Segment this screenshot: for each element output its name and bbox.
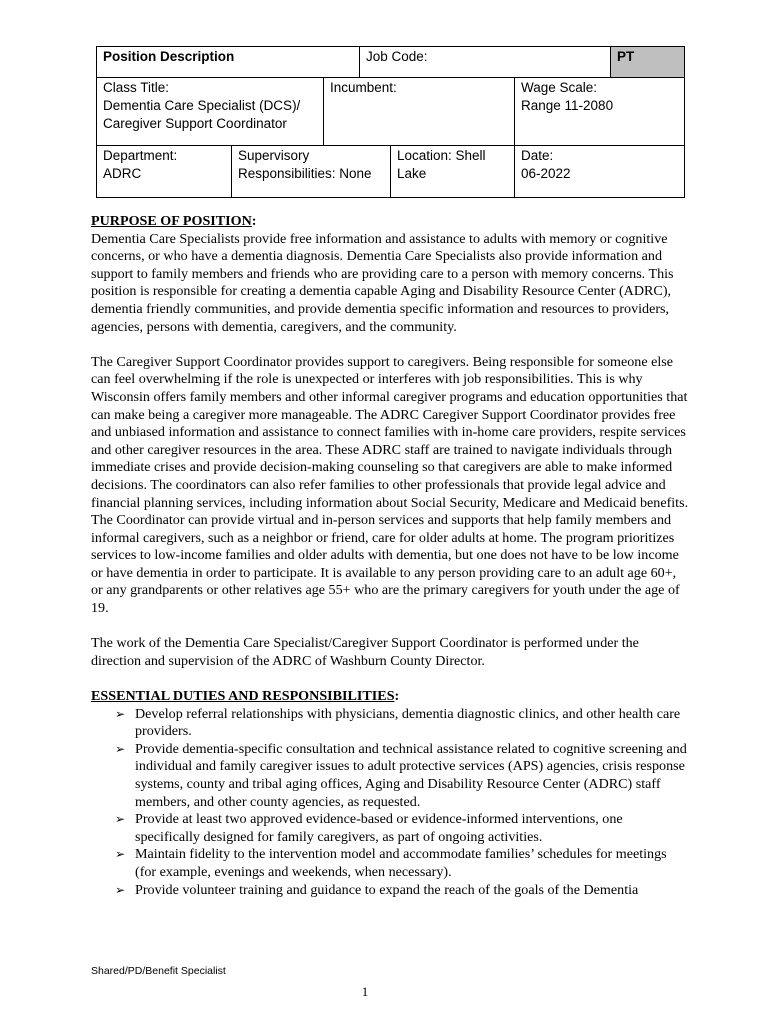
duty-text: Provide volunteer training and guidance to expand the reach of the goals of the Dementia <box>135 881 639 898</box>
date-cell <box>514 145 685 198</box>
location-line-2: Lake <box>397 166 427 181</box>
date-label: Date: <box>521 148 554 163</box>
department-value: ADRC <box>103 166 142 181</box>
class-title-label: Class Title: <box>103 80 170 95</box>
document-body <box>91 213 691 899</box>
purpose-heading-colon: : <box>251 213 257 229</box>
job-code-value: PT <box>610 46 685 77</box>
incumbent-label: Incumbent: <box>323 77 514 145</box>
job-code-label: Job Code: <box>359 46 610 77</box>
wage-scale-value: Range 11-2080 <box>521 98 614 113</box>
duties-heading-text: ESSENTIAL DUTIES AND RESPONSIBILITIES <box>91 688 395 705</box>
arrow-bullet-icon: ➢ <box>115 882 126 897</box>
purpose-heading <box>91 213 691 231</box>
arrow-bullet-icon: ➢ <box>115 706 126 721</box>
list-item <box>91 811 691 846</box>
page-number: 1 <box>361 984 369 999</box>
supervisory-line-2: Responsibilities: None <box>238 166 372 181</box>
position-description-label: Position Description <box>96 46 359 77</box>
duty-text: Provide at least two approved evidence-based or evidence-informed interventions, one specifically designed for family caregivers, as part of ongoing activities. <box>135 811 623 845</box>
duties-heading <box>91 688 691 706</box>
wage-scale-label: Wage Scale: <box>521 80 598 95</box>
duty-text: Maintain fidelity to the intervention model and accommodate families’ schedules for meetings (for example, evenings and weekends, when necessary). <box>135 846 667 880</box>
purpose-paragraph-3: The work of the Dementia Care Specialist/Caregiver Support Coordinator is performed under the direction and supervision of the ADRC of Washburn County Director. <box>91 635 639 669</box>
arrow-bullet-icon: ➢ <box>115 741 126 756</box>
department-cell <box>96 145 231 198</box>
duty-text: Develop referral relationships with physicians, dementia diagnostic clinics, and other health care providers. <box>135 705 681 740</box>
class-title-cell <box>96 77 323 145</box>
date-value: 06-2022 <box>521 166 571 181</box>
position-header-table <box>96 46 685 198</box>
purpose-paragraph-2: The Caregiver Support Coordinator provides support to caregivers. Being responsible for someone else can feel overwhelming if the role is unexpected or interferes with job responsibilities. This is why Wisconsin offers family members and other informal caregiver programs and education opportunities that can make being a caregiver more manageable. The ADRC Caregiver Support Coordinator provides free and unbiased information and assistance to connect families with in-home care providers, respite services and other caregiver resources in the area. These ADRC staff are trained to navigate individuals through immediate crises and provide decision-making counseling so that caregivers are able to make informed decisions. The coordinators can also refer families to other professionals that provide legal advice and financial planning services, including information about Social Security, Medicare and Medicaid benefits. The Coordinator can provide virtual and in-person services and supports that help family members and informal caregivers, such as a neighbor or friend, care for older adults at home. The program prioritizes services to low-income families and older adults with dementia, but one does not have to be low income or have dementia in order to participate. It is available to any person providing care to an adult age 60+, or any grandparents or other relatives age 55+ who are the primary caregivers for youth under the age of 19. <box>91 353 689 617</box>
arrow-bullet-icon: ➢ <box>115 847 126 862</box>
supervisory-line-1: Supervisory <box>238 148 310 163</box>
purpose-paragraph-1: Dementia Care Specialists provide free information and assistance to adults with memory or cognitive concerns, or who have a dementia diagnosis. Dementia Care Specialists also provide information and support to family members and friends who are providing care to a person with memory concerns. This position is responsible for creating a dementia capable Aging and Disability Resource Center (ADRC), dementia friendly communities, and provide dementia specific information and resources to providers, agencies, persons with dementia, caregivers, and the community. <box>91 230 674 335</box>
class-title-line-1: Dementia Care Specialist (DCS)/ <box>103 98 301 113</box>
list-item <box>91 741 691 811</box>
list-item <box>91 882 691 900</box>
department-label: Department: <box>103 148 178 163</box>
supervisory-cell <box>231 145 390 198</box>
duties-heading-colon: : <box>394 688 400 705</box>
arrow-bullet-icon: ➢ <box>115 812 126 827</box>
list-item <box>91 706 691 741</box>
duties-list <box>91 706 691 900</box>
location-line-1: Location: Shell <box>397 148 486 163</box>
class-title-line-2: Caregiver Support Coordinator <box>103 116 287 131</box>
purpose-heading-text: PURPOSE OF POSITION <box>91 213 252 229</box>
wage-scale-cell <box>514 77 685 145</box>
footer-text: Shared/PD/Benefit Specialist <box>91 965 226 977</box>
location-cell <box>390 145 514 198</box>
list-item <box>91 846 691 881</box>
duty-text: Provide dementia-specific consultation and technical assistance related to cognitive screening and individual and family caregiver issues to adult protective services (APS) agencies, crisis response systems, county and tribal aging offices, Aging and Disability Resource Center (ADRC) staff members, and other county agencies, as requested. <box>135 740 687 810</box>
